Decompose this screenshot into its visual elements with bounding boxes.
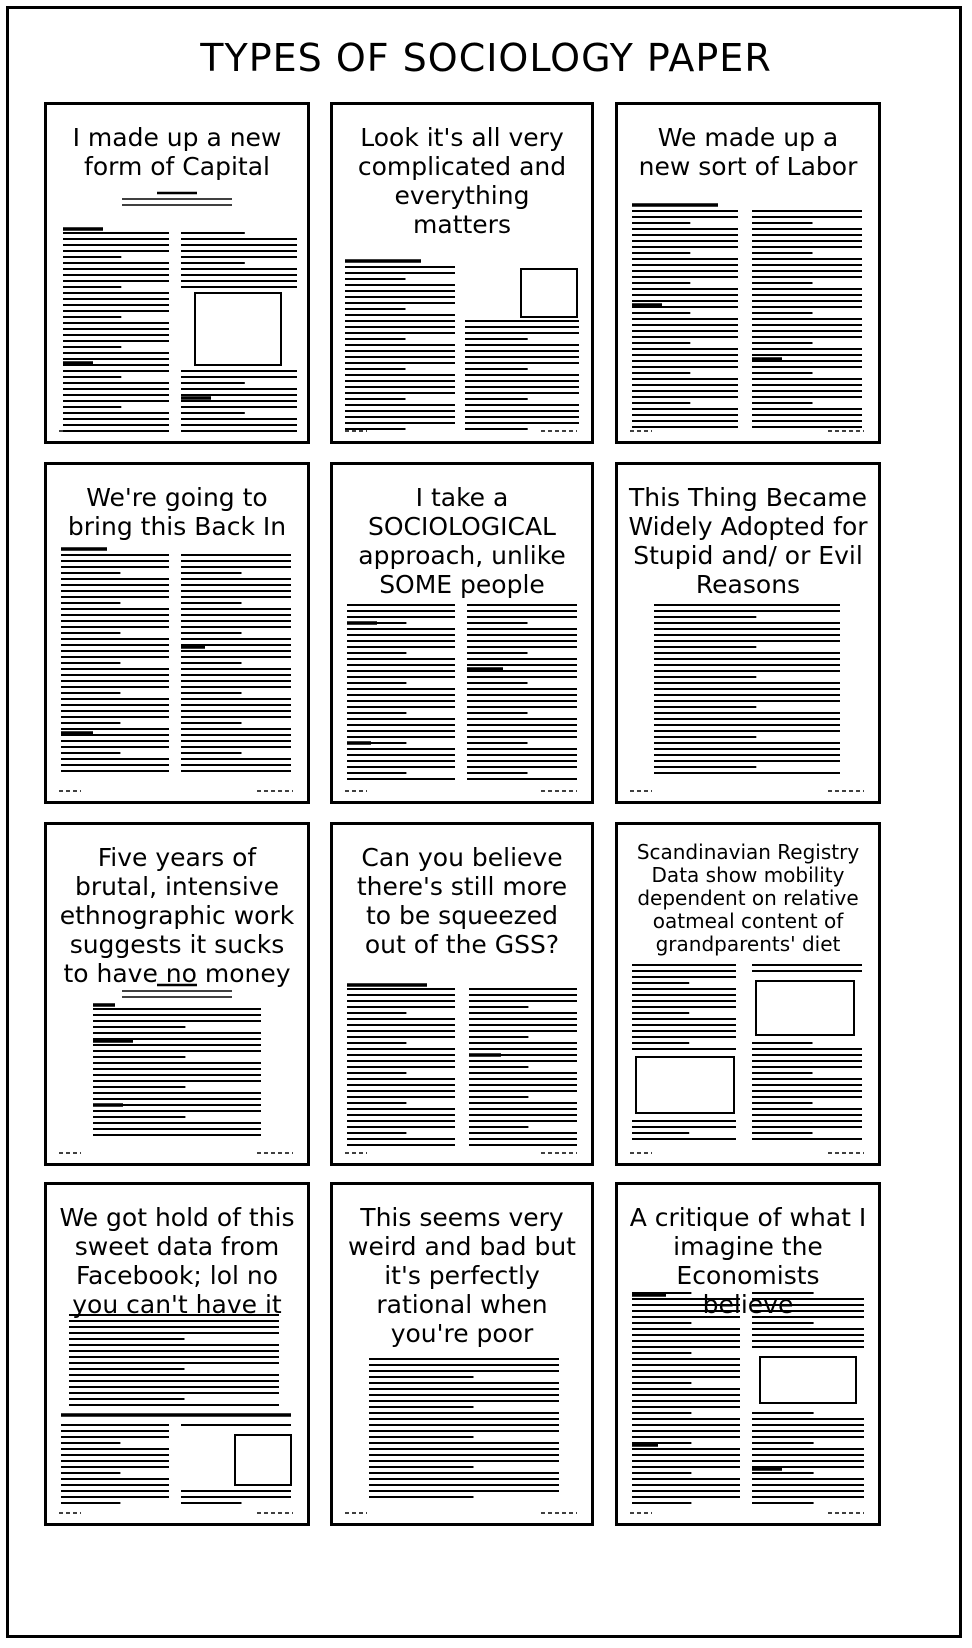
- paper-panel: [330, 102, 594, 444]
- paper-heading: I take a SOCIOLOGICAL approach, unlike SOME people: [358, 483, 566, 599]
- paper-panel: [44, 1182, 310, 1526]
- paper-heading: We're going to bring this Back In: [67, 483, 287, 541]
- paper-panel: [615, 462, 881, 804]
- comic-title: TYPES OF SOCIOLOGY PAPER: [200, 36, 772, 80]
- paper-panel: [615, 102, 881, 444]
- figure-box: [760, 1357, 856, 1403]
- paper-panel: [330, 1182, 594, 1526]
- figure-box: [756, 981, 854, 1035]
- paper-heading: Can you believe there's still more to be squeezed out of the GSS?: [356, 843, 568, 959]
- figure-box: [235, 1435, 291, 1485]
- paper-heading: We got hold of this sweet data from Facebook; lol no you can't have it: [59, 1203, 295, 1319]
- paper-heading: Look it's all very complicated and everything matters: [357, 123, 567, 239]
- figure-box: [521, 269, 577, 317]
- paper-heading: Five years of brutal, intensive ethnographic work suggests it sucks to have no money: [59, 843, 295, 988]
- paper-heading: A critique of what I imagine the Economists believe: [629, 1203, 867, 1319]
- paper-heading: This Thing Became Widely Adopted for Stupid and/ or Evil Reasons: [628, 483, 868, 599]
- paper-heading: Scandinavian Registry Data show mobility dependent on relative oatmeal content of grandparents' diet: [636, 840, 860, 956]
- figure-box: [195, 293, 281, 365]
- figure-box: [636, 1057, 734, 1113]
- paper-panel: [330, 462, 594, 804]
- paper-heading: We made up a new sort of Labor: [638, 123, 858, 181]
- paper-heading: This seems very weird and bad but it's perfectly rational when you're poor: [348, 1203, 576, 1348]
- paper-panel: [615, 822, 881, 1166]
- paper-panel: [44, 462, 310, 804]
- paper-panel: [44, 822, 310, 1166]
- paper-panel: [330, 822, 594, 1166]
- paper-heading: I made up a new form of Capital: [72, 123, 282, 181]
- paper-panel: [44, 102, 310, 444]
- paper-panel: [615, 1182, 881, 1526]
